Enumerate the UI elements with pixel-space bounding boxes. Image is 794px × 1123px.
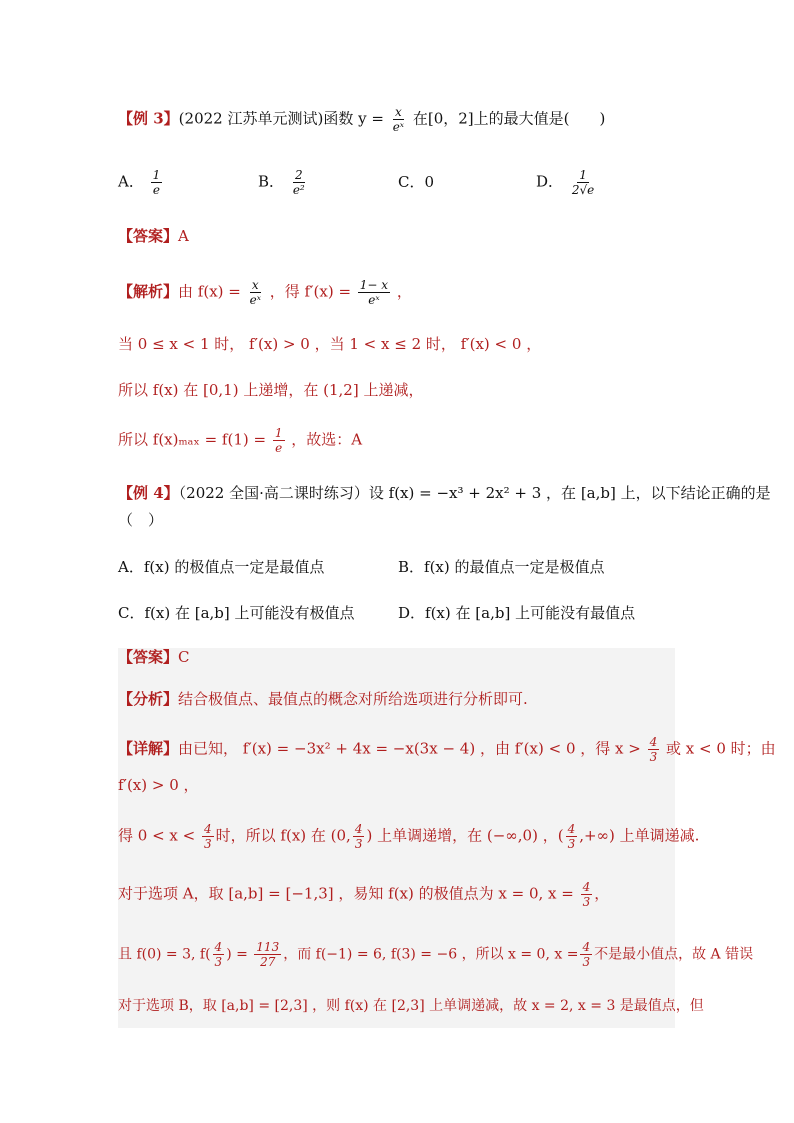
detail-fraction	[353, 822, 365, 851]
detail-fraction	[566, 822, 578, 851]
detail-text: ) 上单调递增，在 (−∞,0) ，(	[366, 826, 564, 845]
analysis-fraction-2	[358, 278, 390, 307]
frac-den: 27	[260, 955, 276, 969]
frac-den: e	[275, 441, 283, 455]
ex4-stem-text: （2022 全国·高二课时练习）设 f(x) = −x³ + 2x² + 3 ，在 [a,b] 上，以下结论正确的是	[178, 484, 771, 502]
frac-den: 3	[214, 955, 223, 969]
frac-num: 4	[649, 735, 658, 749]
frac-num: 4	[204, 822, 212, 836]
ex4-label: 【例 4】	[118, 484, 179, 502]
frac-den: eˣ	[368, 293, 380, 307]
detail-fraction	[580, 940, 592, 969]
frac-num: 1	[152, 168, 161, 182]
line4-text: 所以 f(x)ₘₐₓ = f(1) =	[118, 430, 267, 449]
ex4-detail-4	[118, 880, 609, 909]
frac-den: 3	[649, 750, 658, 764]
detail-text: 由已知， f′(x) = −3x² + 4x = −x(3x − 4) ，由 f′(x) < 0 ，得 x >	[178, 739, 641, 758]
ex4-detail	[118, 735, 776, 764]
ex4-option-d[interactable]: D．f(x) 在 [a,b] 上可能没有最值点	[398, 604, 636, 622]
detail-text: 不是最小值点，故 A 错误	[594, 946, 754, 963]
frac-den: 3	[354, 837, 363, 851]
ex4-answer	[118, 645, 190, 669]
ex3-option-a[interactable]	[118, 168, 164, 197]
option-fraction	[570, 168, 596, 197]
analysis-label: 【分析】	[118, 690, 179, 708]
detail-text: ) =	[226, 946, 248, 963]
frac-num: 1− x	[359, 278, 389, 292]
analysis-text: 由 f(x) =	[178, 282, 241, 301]
ex3-line2: 当 0 ≤ x < 1 时， f′(x) > 0 ，当 1 < x ≤ 2 时， f′(x) < 0 ，	[118, 335, 542, 353]
option-text: 0	[424, 173, 435, 191]
frac-num: 2	[294, 168, 303, 182]
ex4-stem-paren: （ ）	[118, 511, 164, 529]
analysis-fraction-1	[248, 278, 263, 307]
frac-den: e	[152, 183, 160, 197]
detail-fraction	[213, 940, 225, 969]
detail-text: ，	[594, 884, 610, 903]
ex3-line3: 所以 f(x) 在 [0,1) 上递增，在 (1,2] 上递减，	[118, 381, 424, 399]
ex4-detail-3	[118, 822, 699, 851]
line4-text: ，故选：A	[291, 430, 363, 449]
answer-value: C	[178, 648, 190, 666]
frac-num: 1	[579, 168, 587, 182]
ex3-frac-den: eˣ	[392, 120, 405, 134]
ex3-label: 【例 3】	[118, 109, 179, 128]
ex3-prefix: (2022 江苏单元测试)函数 y =	[178, 109, 384, 128]
frac-den: 3	[582, 895, 591, 909]
frac-den: 3	[582, 955, 591, 969]
detail-text: 时，所以 f(x) 在 (0,	[215, 826, 351, 845]
ex3-option-b[interactable]	[258, 168, 309, 197]
ex3-frac-num: x	[394, 105, 402, 119]
line4-fraction	[273, 426, 285, 455]
answer-value: A	[178, 227, 189, 245]
ex4-detail-5	[118, 940, 753, 969]
detail-fraction	[202, 822, 214, 851]
frac-num: x	[251, 278, 259, 292]
ex4-analysis	[118, 687, 528, 711]
ex3-suffix: 在[0，2]上的最大值是( )	[412, 109, 606, 128]
option-letter: D．	[536, 172, 564, 191]
detail-text: 且 f(0) = 3, f(	[118, 946, 211, 963]
frac-num: 4	[354, 822, 363, 836]
ex3-line4	[118, 426, 362, 455]
frac-num: 1	[274, 426, 283, 440]
frac-num: 4	[582, 880, 591, 894]
ex3-fraction	[391, 105, 406, 134]
ex3-option-d[interactable]	[536, 168, 598, 197]
ex4-option-a[interactable]: A．f(x) 的极值点一定是最值点	[118, 558, 325, 576]
detail-text: 对于选项 A，取 [a,b] = [−1,3] ，易知 f(x) 的极值点为 x = 0, x =	[118, 884, 574, 903]
detail-fraction	[648, 735, 660, 764]
ex4-detail-6: 对于选项 B，取 [a,b] = [2,3] ，则 f(x) 在 [2,3] 上单调递减，故 x = 2, x = 3 是最值点，但	[118, 998, 704, 1014]
analysis-text: ，	[396, 282, 412, 301]
ex4-stem	[118, 481, 771, 505]
ex4-option-b[interactable]: B．f(x) 的最值点一定是极值点	[398, 558, 605, 576]
answer-label: 【答案】	[118, 227, 179, 245]
analysis-label: 【解析】	[118, 282, 179, 301]
detail-text: ,+∞) 上单调递减.	[579, 826, 700, 845]
frac-den: 3	[204, 837, 212, 851]
option-letter: C．	[398, 173, 425, 191]
option-letter: A．	[118, 172, 144, 191]
detail-text: 得 0 < x <	[118, 826, 196, 845]
frac-den: e²	[292, 183, 305, 197]
frac-num: 4	[567, 822, 576, 836]
answer-label: 【答案】	[118, 648, 179, 666]
analysis-text: ，得 f′(x) =	[269, 282, 352, 301]
option-fraction	[151, 168, 163, 197]
frac-num: 4	[582, 940, 591, 954]
analysis-text: 结合极值点、最值点的概念对所给选项进行分析即可.	[178, 690, 528, 708]
detail-text: ，而 f(−1) = 6, f(3) = −6 ，所以 x = 0, x =	[283, 946, 579, 963]
ex3-stem	[118, 105, 605, 134]
detail-label: 【详解】	[118, 739, 179, 758]
frac-den: eˣ	[249, 293, 261, 307]
detail-fraction	[254, 940, 281, 969]
frac-den: 3	[567, 837, 576, 851]
detail-text: 或 x < 0 时；由	[666, 739, 776, 758]
frac-num: 113	[256, 940, 280, 954]
ex3-answer	[118, 224, 189, 248]
ex4-detail-2: f′(x) > 0 ，	[118, 776, 199, 794]
option-fraction	[291, 168, 307, 197]
option-letter: B．	[258, 172, 285, 191]
ex3-option-c[interactable]	[398, 170, 434, 194]
ex3-analysis	[118, 278, 412, 307]
frac-den: 2√e	[571, 183, 595, 197]
frac-num: 4	[214, 940, 223, 954]
detail-fraction	[581, 880, 593, 909]
ex4-option-c[interactable]: C．f(x) 在 [a,b] 上可能没有极值点	[118, 604, 355, 622]
